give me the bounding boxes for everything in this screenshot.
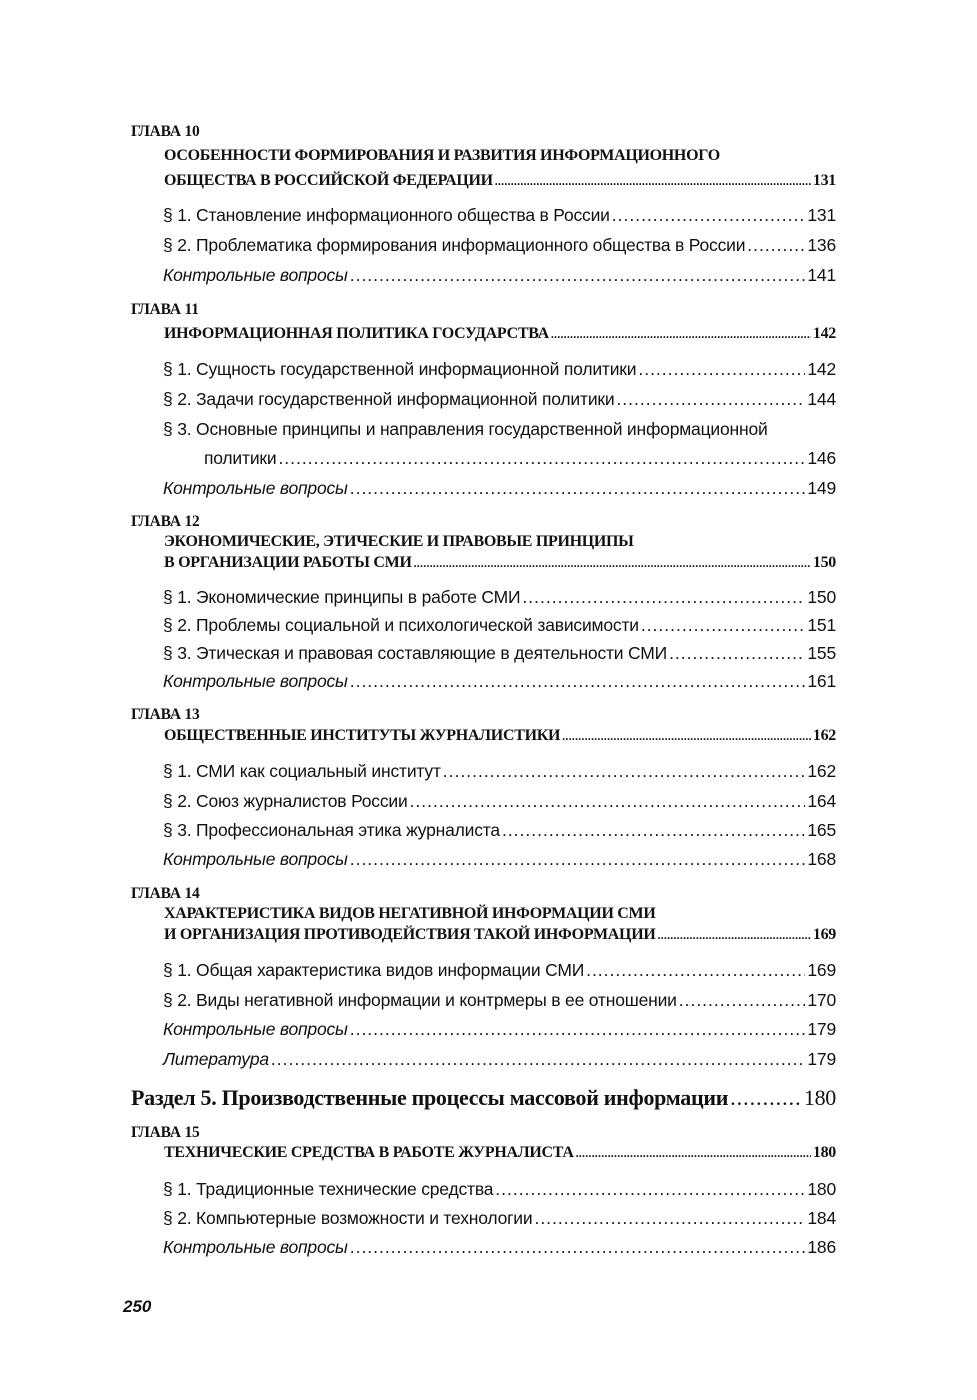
page-number: 142 <box>807 359 836 379</box>
toc-entry: § 3. Профессиональная этика журналиста ..... 165 <box>163 820 836 841</box>
chapter-label: ГЛАВА 12 <box>131 513 200 530</box>
table-of-contents <box>131 0 836 1400</box>
toc-entry: § 1. СМИ как социальный институт ..... 162 <box>163 761 836 782</box>
dot-leader <box>495 172 811 190</box>
page-number: 146 <box>807 448 836 468</box>
toc-entry: Контрольные вопросы ..... 141 <box>163 265 836 286</box>
dot-leader <box>534 1208 805 1229</box>
dot-leader <box>638 359 805 380</box>
toc-entry: § 1. Экономические принципы в работе СМИ ..... 150 <box>163 587 836 608</box>
page-number: 162 <box>812 727 836 744</box>
page-number: 169 <box>807 960 836 980</box>
page-number: 186 <box>807 1237 836 1257</box>
chapter-title-line: ТЕХНИЧЕСКИЕ СРЕДСТВА В РАБОТЕ ЖУРНАЛИСТА ..... 180 <box>164 1144 836 1162</box>
toc-entry: § 1. Сущность государственной информационной политики ..... 142 <box>163 359 836 380</box>
chapter-title-line: В ОРГАНИЗАЦИИ РАБОТЫ СМИ ..... 150 <box>164 554 836 572</box>
chapter-label: ГЛАВА 10 <box>131 123 200 140</box>
page-number: 131 <box>812 172 836 189</box>
chapter-title-line: ОБЩЕСТВЕННЫЕ ИНСТИТУТЫ ЖУРНАЛИСТИКИ ..... 162 <box>164 727 836 745</box>
page-number: 149 <box>807 478 836 498</box>
chapter-title-line: ЭКОНОМИЧЕСКИЕ, ЭТИЧЕСКИЕ И ПРАВОВЫЕ ПРИНЦИПЫ <box>164 533 634 550</box>
page-number: 180 <box>803 1085 836 1110</box>
dot-leader <box>502 820 805 841</box>
dot-leader <box>278 448 805 469</box>
dot-leader <box>641 615 806 636</box>
page-number: 144 <box>807 389 836 409</box>
page-number: 141 <box>807 265 836 285</box>
dot-leader <box>350 1019 806 1040</box>
toc-entry: § 2. Виды негативной информации и контрмеры в ее отношении ..... 170 <box>163 990 836 1011</box>
toc-entry: Контрольные вопросы ..... 186 <box>163 1237 836 1258</box>
page-number: 142 <box>812 325 836 342</box>
toc-entry: Контрольные вопросы ..... 179 <box>163 1019 836 1040</box>
toc-entry: § 3. Основные принципы и направления государственной информационной <box>163 419 768 439</box>
chapter-title-line: ХАРАКТЕРИСТИКА ВИДОВ НЕГАТИВНОЙ ИНФОРМАЦИИ СМИ <box>164 905 656 922</box>
chapter-label: ГЛАВА 14 <box>131 885 200 902</box>
dot-leader <box>350 265 806 286</box>
chapter-label: ГЛАВА 13 <box>131 706 200 723</box>
toc-entry: § 2. Проблематика формирования информационного общества в России ..... 136 <box>163 235 836 256</box>
page-number: 161 <box>807 671 836 691</box>
toc-entry: § 1. Традиционные технические средства ..... 180 <box>163 1179 836 1200</box>
dot-leader <box>350 1237 806 1258</box>
dot-leader <box>410 791 806 812</box>
page-number: 165 <box>807 820 836 840</box>
section-heading: Раздел 5. Производственные процессы массовой информации ..... 180 <box>131 1085 836 1111</box>
dot-leader <box>657 926 810 944</box>
footer-page-number: 250 <box>123 1297 152 1316</box>
page-number: 162 <box>807 761 836 781</box>
dot-leader <box>350 478 806 499</box>
toc-entry-continuation: политики ..... 146 <box>204 448 836 469</box>
page-number: 131 <box>807 205 836 225</box>
dot-leader <box>414 554 811 572</box>
page-number: 164 <box>807 791 836 811</box>
page-number: 170 <box>807 990 836 1010</box>
page-number: 169 <box>812 926 836 943</box>
toc-entry: Контрольные вопросы ..... 161 <box>163 671 836 692</box>
dot-leader <box>576 1144 811 1162</box>
toc-entry: § 2. Союз журналистов России ..... 164 <box>163 791 836 812</box>
page-number: 168 <box>807 849 836 869</box>
toc-entry: § 2. Компьютерные возможности и технологии ..... 184 <box>163 1208 836 1229</box>
page-number: 155 <box>807 643 836 663</box>
dot-leader <box>551 325 811 343</box>
dot-leader <box>350 671 806 692</box>
page-number: 179 <box>807 1049 836 1069</box>
page-number: 184 <box>807 1208 836 1228</box>
toc-entry: § 2. Задачи государственной информационной политики ..... 144 <box>163 389 836 410</box>
chapter-title-line: И ОРГАНИЗАЦИЯ ПРОТИВОДЕЙСТВИЯ ТАКОЙ ИНФОРМАЦИИ ..... 169 <box>164 926 836 944</box>
toc-entry: Контрольные вопросы ..... 168 <box>163 849 836 870</box>
toc-entry: Литература ..... 179 <box>163 1049 836 1070</box>
dot-leader <box>679 990 806 1011</box>
dot-leader <box>271 1049 805 1070</box>
dot-leader <box>443 761 806 782</box>
dot-leader <box>612 205 806 226</box>
page-number: 180 <box>812 1144 836 1161</box>
dot-leader <box>586 960 805 981</box>
dot-leader <box>562 727 811 745</box>
page-number: 180 <box>807 1179 836 1199</box>
toc-entry: § 1. Становление информационного общества в России ..... 131 <box>163 205 836 226</box>
dot-leader <box>747 235 805 256</box>
dot-leader <box>616 389 805 410</box>
page-number: 179 <box>807 1019 836 1039</box>
dot-leader <box>669 643 805 664</box>
chapter-title-line: ОБЩЕСТВА В РОССИЙСКОЙ ФЕДЕРАЦИИ ..... 131 <box>164 172 836 190</box>
dot-leader <box>350 849 806 870</box>
dot-leader <box>522 587 805 608</box>
page-number: 150 <box>807 587 836 607</box>
toc-entry: § 2. Проблемы социальной и психологической зависимости ..... 151 <box>163 615 836 636</box>
dot-leader <box>495 1179 805 1200</box>
page-number: 150 <box>812 554 836 571</box>
chapter-title-line: ОСОБЕННОСТИ ФОРМИРОВАНИЯ И РАЗВИТИЯ ИНФОРМАЦИОННОГО <box>164 147 720 164</box>
chapter-label: ГЛАВА 15 <box>131 1124 200 1141</box>
page-number: 151 <box>807 615 836 635</box>
toc-entry: § 3. Этическая и правовая составляющие в деятельности СМИ ..... 155 <box>163 643 836 664</box>
toc-entry: § 1. Общая характеристика видов информации СМИ ..... 169 <box>163 960 836 981</box>
chapter-label: ГЛАВА 11 <box>131 301 199 318</box>
page-number: 136 <box>807 235 836 255</box>
dot-leader <box>730 1085 802 1111</box>
toc-entry: Контрольные вопросы ..... 149 <box>163 478 836 499</box>
chapter-title-line: ИНФОРМАЦИОННАЯ ПОЛИТИКА ГОСУДАРСТВА ..... 142 <box>164 325 836 343</box>
